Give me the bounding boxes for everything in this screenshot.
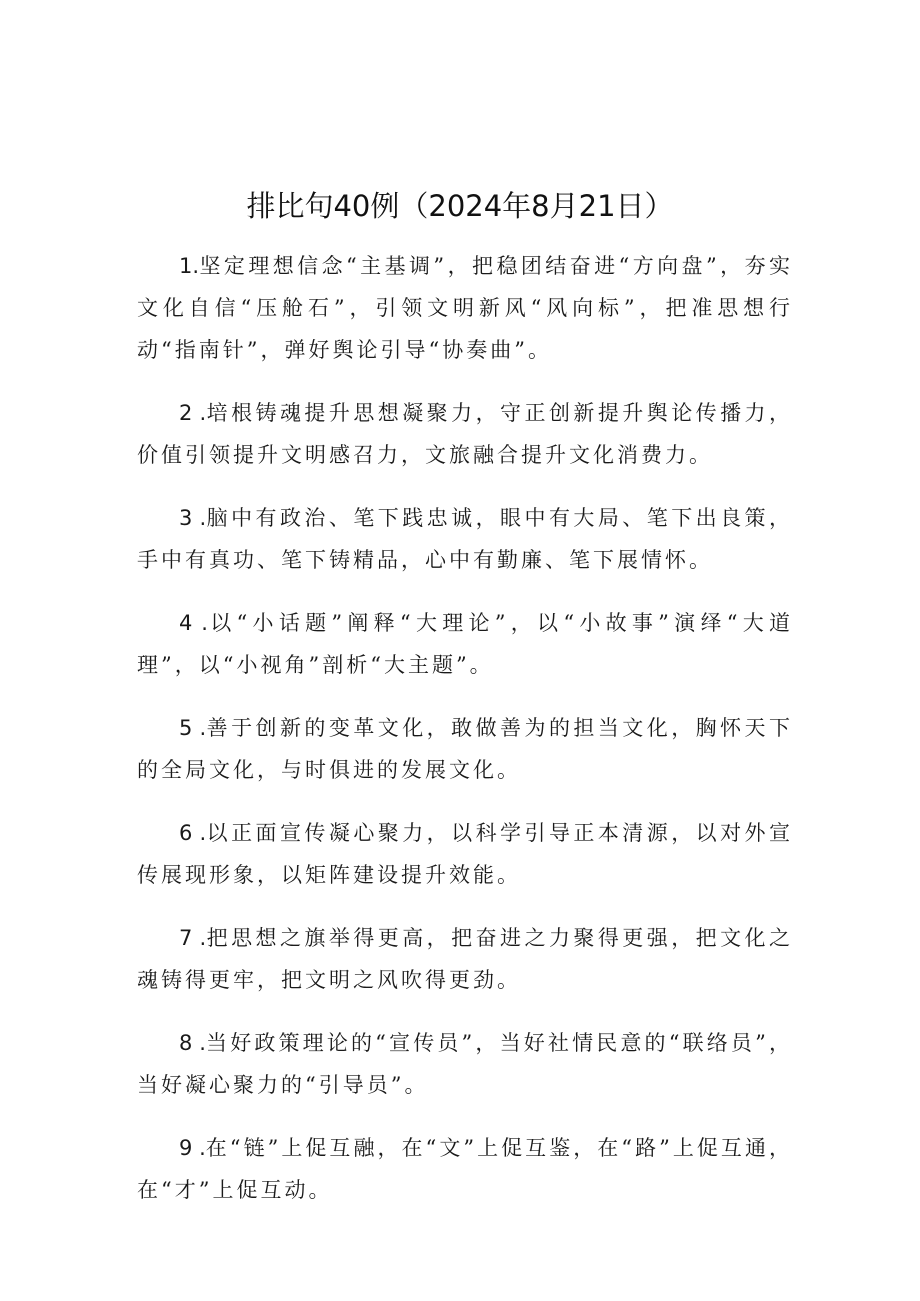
item-number: 3 . [179, 506, 207, 530]
list-item [137, 812, 793, 896]
list-item [137, 602, 793, 686]
item-text: 当好政策理论的“宣传员”，当好社情民意的“联络员”，当好凝心聚力的“引导员”。 [137, 1031, 793, 1097]
list-item [137, 917, 793, 1001]
list-item [137, 497, 793, 581]
item-text: 善于创新的变革文化，敢做善为的担当文化，胸怀天下的全局文化，与时俱进的发展文化。 [137, 716, 793, 782]
item-number: 7 . [179, 926, 207, 950]
page-title: 排比句40例（2024年8月21日） [246, 189, 674, 223]
item-text: 以正面宣传凝心聚力，以科学引导正本清源，以对外宣传展现形象，以矩阵建设提升效能。 [137, 821, 793, 887]
list-item [137, 1127, 793, 1211]
item-number: 1. [179, 254, 200, 278]
item-number: 4 . [179, 611, 208, 635]
list-item [137, 245, 793, 371]
list-item [137, 1022, 793, 1106]
item-text: 在“链”上促互融，在“文”上促互鉴，在“路”上促互通，在“才”上促互动。 [137, 1136, 793, 1202]
item-number: 2 . [179, 401, 207, 425]
sentence-list [137, 245, 793, 1232]
list-item [137, 707, 793, 791]
item-number: 9 . [179, 1136, 206, 1160]
item-number: 5 . [179, 716, 207, 740]
item-text: 脑中有政治、笔下践忠诚，眼中有大局、笔下出良策，手中有真功、笔下铸精品，心中有勤廉、笔下展情怀。 [137, 506, 793, 572]
item-number: 8 . [179, 1031, 206, 1055]
item-text: 坚定理想信念“主基调”，把稳团结奋进“方向盘”，夯实文化自信“压舱石”，引领文明新风“风向标”，把准思想行动“指南针”，弹好舆论引导“协奏曲”。 [137, 254, 793, 362]
list-item [137, 392, 793, 476]
item-number: 6 . [179, 821, 207, 845]
item-text: 培根铸魂提升思想凝聚力，守正创新提升舆论传播力，价值引领提升文明感召力，文旅融合提升文化消费力。 [137, 401, 793, 467]
item-text: 把思想之旗举得更高，把奋进之力聚得更强，把文化之魂铸得更牢，把文明之风吹得更劲。 [137, 926, 793, 992]
item-text: 以“小话题”阐释“大理论”，以“小故事”演绎“大道理”，以“小视角”剖析“大主题”。 [137, 611, 794, 677]
